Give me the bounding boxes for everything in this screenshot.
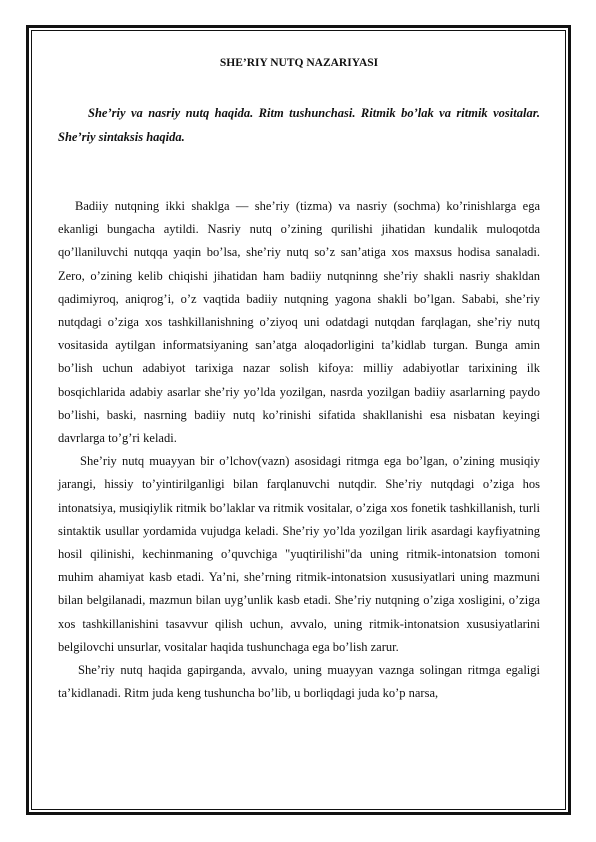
document-body [58,56,540,705]
paragraph-3: She’riy nutq haqida gapirganda, avvalo, uning muayyan vaznga solingan ritmga egaligi ta’kidlanadi. Ritm juda keng tushuncha bo’lib, u borliqdagi juda ko’p narsa, [58,663,540,701]
document-subtitle: She’riy va nasriy nutq haqida. Ritm tushunchasi. Ritmik bo’lak va ritmik vositalar. She’riy sintaksis haqida. [58,106,540,144]
document-title: SHE’RIY NUTQ NAZARIYASI [219,57,379,69]
paragraph-2: She’riy nutq muayyan bir o’lchov(vazn) asosidagi ritmga ega bo’lgan, o’zining musiqiy jarangi, hissiy to’yintirilganligi bilan farqlanuvchi nutqdir. She’riy nutqdagi o’ziga hos intonatsiya, musiqiylik ritmik bo’laklar va ritmik vositalar, o’ziga xos fonetik tashkillanish, turli sintaktik usullar yordamida vujudga keladi. She’riy yo’lda yozilgan lirik asardagi kayfiyatning hosil qilinishi, kechinmaning o’quvchiga "yuqtirilishi"da uning ritmik-intonatsion tomoni muhim ahamiyat kasb etadi. Ya’ni, she’rning ritmik-intonatsion xususiyatlari uning mazmuni bilan belgilanadi, mazmun bilan uyg’unlik kasb etadi. She’riy nutqning o’ziga xosligini, o’ziga xos tashkillanishini tasavvur qilish uchun, avvalo, uning ritmik-intonatsion xususiyatlarini belgilovchi unsurlar, vositalar haqida tushunchaga ega bo’lish zarur. [58,454,540,654]
paragraph-1: Badiiy nutqning ikki shaklga — she’riy (tizma) va nasriy (sochma) ko’rinishlarga ega ekanligi bungacha aytildi. Nasriy nutq o’zining qurilishi jihatidan kundalik muloqotda qo’llaniluvchi nutqqa yaqin bo’lsa, she’riy nutq so’z san’atiga xos maxsus hodisa sanaladi. Zero, o’zining kelib chiqishi jihatidan ham badiiy nutqninng she’riy shakli nasriy shakldan qadimiyroq, aniqrog’i, o’z vaqtida badiiy nutqning yagona shakli bo’lgan. Sababi, she’riy nutqdagi o’ziga xos tashkillanishning o’ziyoq uni odatdagi nutqdan farqlagan, she’riy nutq vositasida aytilgan informatsiyaning san’atga aloqadorligini ta’kidlab turgan. Bunga amin bo’lish uchun adabiyot tarixiga nazar solish kifoya: milliy adabiyotlar tarixining ilk bosqichlarida adabiy asarlar she’riy yo’lda yozilgan, nasrda yozilgan badiiy asarlarning paydo bo’lishi, baski, nasrning badiiy nutq ko’rinishi sifatida shakllanishi esa nisbatan keyingi davrlarga to’g’ri keladi. [58,199,540,446]
